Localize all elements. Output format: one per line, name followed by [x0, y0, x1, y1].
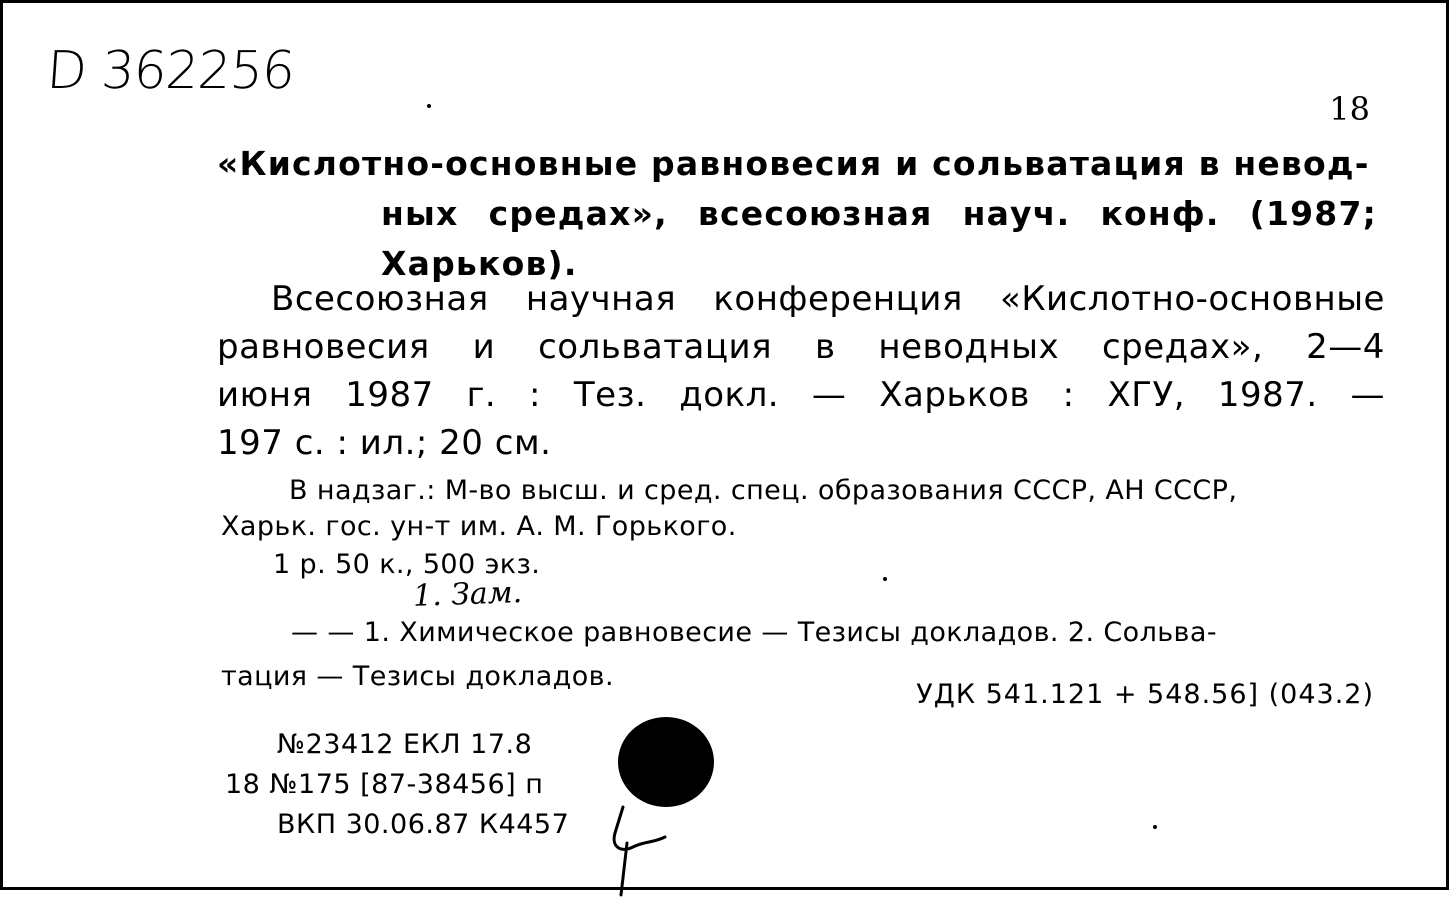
description-word: докл. [679, 375, 780, 415]
stamp-line: №23412 ЕКЛ 17.8 [277, 729, 533, 760]
bibliographic-description [217, 275, 1385, 467]
udc-classification: УДК 541.121 + 548.56] (043.2) [916, 679, 1374, 710]
price-and-print-run: 1 р. 50 к., 500 экз. [273, 549, 541, 580]
description-word: «Кислотно-основные [1000, 279, 1385, 319]
description-word: научная [525, 279, 677, 319]
title-heading [217, 139, 1377, 289]
description-line [217, 275, 1385, 323]
heading-word: конф. [1100, 194, 1220, 233]
note-line: В надзаг.: М-во высш. и сред. спец. образования СССР, АН СССР, [289, 475, 1238, 506]
speck-dot [427, 104, 431, 108]
heading-word: всесоюзная [697, 194, 933, 233]
description-word: 1987. [1217, 375, 1318, 415]
description-word: ХГУ, [1107, 375, 1186, 415]
description-line: 197 с. : ил.; 20 см. [217, 423, 552, 463]
subject-line: — — 1. Химическое равновесие — Тезисы докладов. 2. Сольва- [291, 617, 1217, 648]
punch-hole [618, 717, 714, 807]
description-word: 2—4 [1306, 327, 1385, 367]
description-word: Тез. [573, 375, 647, 415]
description-word: — [1350, 375, 1385, 415]
description-word: равновесия [217, 327, 430, 367]
heading-word: ных [381, 194, 459, 233]
description-word: г. [466, 375, 497, 415]
description-word: : [1062, 375, 1075, 415]
handwritten-annotation: 1. Зам. [412, 575, 523, 614]
description-word: неводных [878, 327, 1060, 367]
description-word: конференция [713, 279, 963, 319]
card-number: 18 [1329, 90, 1370, 128]
note-line: Харьк. гос. ун-т им. А. М. Горького. [221, 511, 737, 542]
heading-word: (1987; [1249, 194, 1377, 233]
heading-word: средах», [488, 194, 668, 233]
description-word: Всесоюзная [271, 279, 489, 319]
heading-line: Харьков). [381, 244, 578, 283]
description-word: июня [217, 375, 313, 415]
heading-line [217, 189, 1377, 239]
subject-line: тация — Тезисы докладов. [221, 661, 614, 692]
heading-line: «Кислотно-основные равнoвесия и сольватация в невод- [217, 144, 1370, 183]
description-line [217, 323, 1385, 371]
description-word: и [472, 327, 496, 367]
description-word: Харьков [879, 375, 1030, 415]
handwritten-checkmark-icon [593, 803, 683, 897]
stamp-line: ВКП 30.06.87 К4457 [277, 809, 570, 840]
description-word: — [811, 375, 847, 415]
heading-word: науч. [962, 194, 1071, 233]
registration-stamp [225, 725, 569, 845]
shelf-mark: D 362256 [44, 41, 297, 101]
responsibility-note [221, 473, 1387, 545]
description-word: сольватация [538, 327, 773, 367]
speck-dot [1153, 825, 1157, 829]
stamp-line: 18 №175 [87-38456] п [225, 769, 544, 800]
description-word: в [814, 327, 836, 367]
description-word: : [529, 375, 542, 415]
speck-dot [883, 577, 887, 581]
description-line [217, 371, 1385, 419]
description-word: средах», [1101, 327, 1264, 367]
description-word: 1987 [345, 375, 434, 415]
